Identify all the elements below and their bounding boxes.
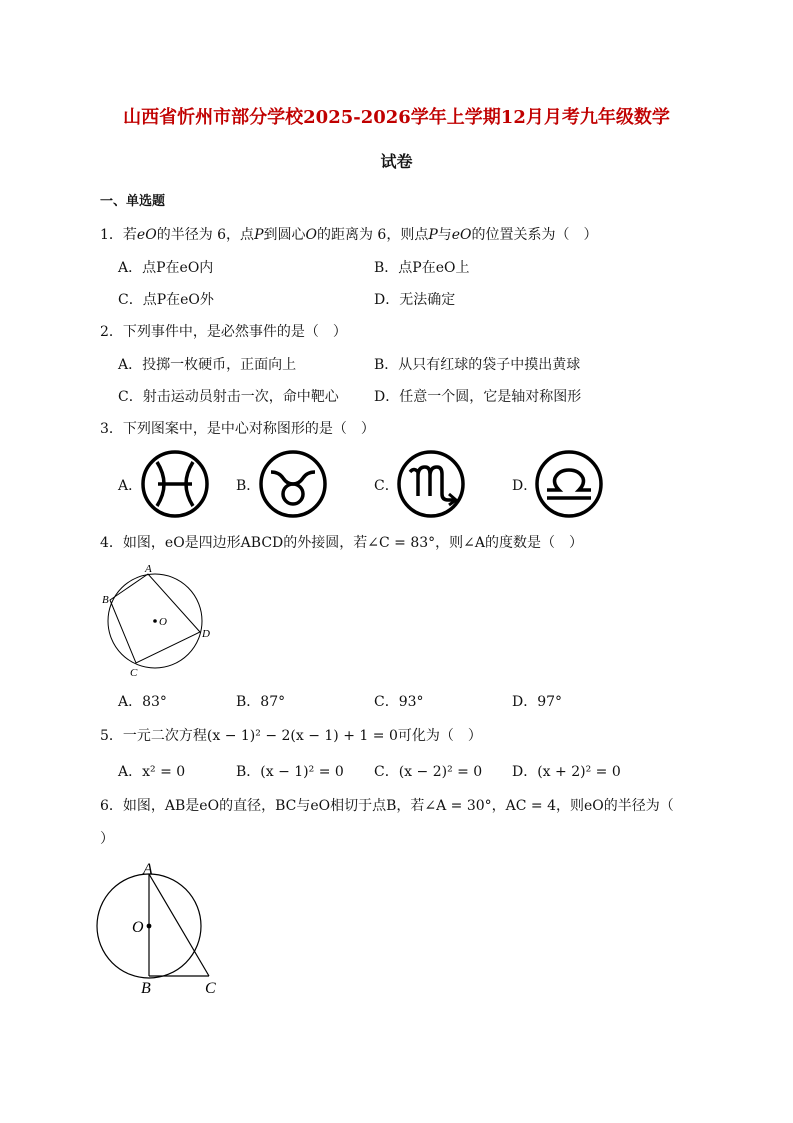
fig6-label-o: O <box>132 919 144 936</box>
question-4-option-a: A．83° <box>118 694 167 710</box>
question-1-option-c: C．点P在eO外 <box>118 292 214 308</box>
exam-subtitle: 试卷 <box>380 152 413 171</box>
question-4-option-b: B．87° <box>236 694 286 710</box>
question-5-option-d: D．(x + 2)² = 0 <box>512 764 621 780</box>
question-4-option-d: D．97° <box>512 694 563 710</box>
question-1-option-a: A．点P在eO内 <box>118 260 214 276</box>
question-5-option-c: C．(x − 2)² = 0 <box>374 764 483 780</box>
fig4-label-c: C <box>130 667 138 679</box>
taurus-icon <box>259 450 327 518</box>
question-3-stem: 3．下列图案中，是中心对称图形的是（ ） <box>100 421 375 437</box>
question-4-option-c: C．93° <box>374 694 424 710</box>
scorpio-icon <box>397 450 465 518</box>
fig4-label-a: A <box>145 563 152 575</box>
question-2-option-c: C．射击运动员射击一次，命中靶心 <box>118 389 339 405</box>
question-6-figure <box>94 858 224 998</box>
question-3-label-b: B． <box>236 478 261 494</box>
question-3-label-c: C． <box>374 478 399 494</box>
question-5-stem: 5．一元二次方程(x − 1)² − 2(x − 1) + 1 = 0可化为（ ） <box>100 728 482 744</box>
question-3-label-d: D． <box>512 478 538 494</box>
section-heading: 一、单选题 <box>100 194 166 209</box>
question-2-option-b: B．从只有红球的袋子中摸出黄球 <box>374 357 581 373</box>
fig4-label-o: O <box>159 616 167 628</box>
libra-icon <box>535 450 603 518</box>
pisces-icon <box>141 450 209 518</box>
question-4-figure <box>100 562 220 680</box>
fig6-label-b: B <box>141 980 151 997</box>
exam-title: 山西省忻州市部分学校2025-2026学年上学期12月月考九年级数学 <box>123 107 670 128</box>
question-2-option-a: A．投掷一枚硬币，正面向上 <box>118 357 297 373</box>
fig6-label-c: C <box>205 980 216 997</box>
question-1-option-d: D．无法确定 <box>374 292 456 308</box>
question-3-label-a: A． <box>118 478 143 494</box>
question-1-stem: 1．若eO的半径为 6，点P到圆心O的距离为 6，则点P与eO的位置关系为（ ） <box>100 227 598 243</box>
fig6-label-a: A <box>143 861 153 878</box>
question-6-stem-cont: ） <box>100 831 114 847</box>
question-5-option-b: B．(x − 1)² = 0 <box>236 764 344 780</box>
question-5-option-a: A．x² = 0 <box>118 764 186 780</box>
question-2-option-d: D．任意一个圆，它是轴对称图形 <box>374 389 582 405</box>
question-2-stem: 2．下列事件中，是必然事件的是（ ） <box>100 324 347 340</box>
fig4-label-b: B <box>102 594 109 606</box>
question-6-stem: 6．如图，AB是eO的直径，BC与eO相切于点B，若∠A = 30°，AC = 4，则eO的半径为（ <box>100 798 674 814</box>
fig4-label-d: D <box>202 628 210 640</box>
question-1-option-b: B．点P在eO上 <box>374 260 470 276</box>
question-4-stem: 4．如图，eO是四边形ABCD的外接圆，若∠C = 83°，则∠A的度数是（ ） <box>100 535 583 551</box>
